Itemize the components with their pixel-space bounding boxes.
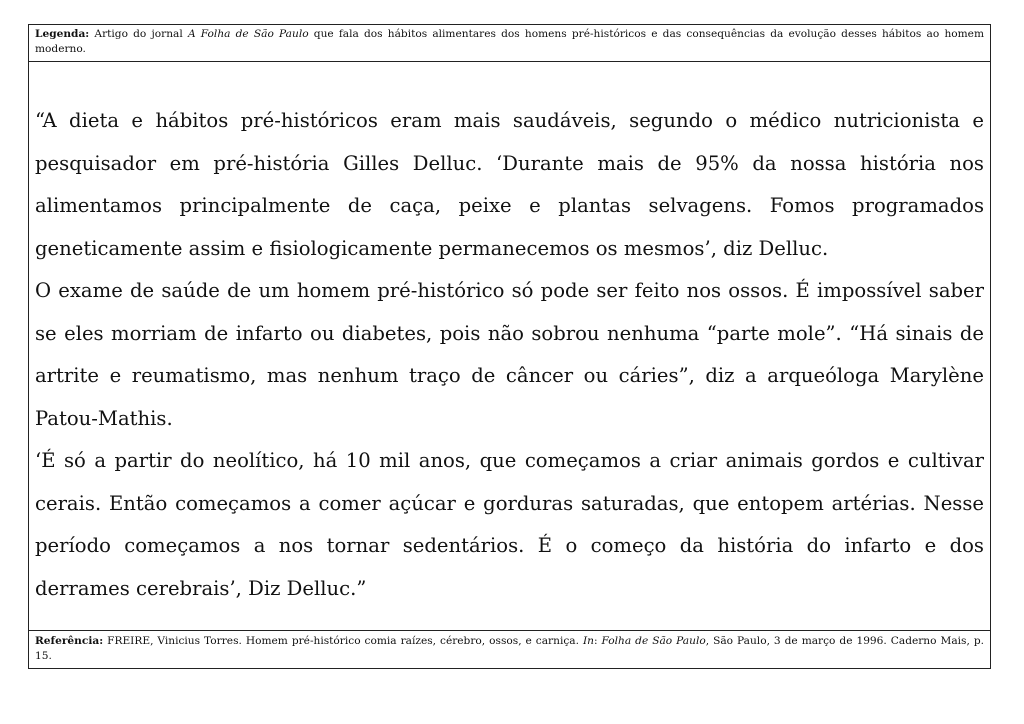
reference-in-label: In — [582, 635, 594, 647]
reference-newspaper-name: Folha de São Paulo — [601, 635, 706, 647]
article-paragraph-1: “A dieta e hábitos pré-históricos eram mais saudáveis, segundo o médico nutricionista e pesquisador em pré-história Gilles Delluc. ‘Durante mais de 95% da nossa história nos alimentamos principalmente de caça, peixe e plantas selvagens. Fomos programados geneticamente assim e fisiologicamente permanecemos os mesmos’, diz Delluc. — [35, 109, 984, 260]
article-body — [29, 62, 990, 630]
reference-colon: : — [593, 635, 602, 647]
reference-text-before: FREIRE, Vinicius Torres. Homem pré-histórico comia raízes, cérebro, ossos, e carniça. — [103, 635, 583, 647]
document-frame — [28, 24, 991, 669]
article-paragraph-3: ‘É só a partir do neolítico, há 10 mil anos, que começamos a criar animais gordos e cultivar cerais. Então começamos a comer açúcar e gorduras saturadas, que entopem artérias. Nesse período começamos a nos tornar sedentários. É o começo da história do infarto e dos derrames cerebrais’, Diz Delluc.” — [35, 449, 984, 600]
legend-label: Legenda: — [35, 28, 90, 40]
legend-text-after: que fala dos hábitos alimentares dos homens pré-históricos e das consequências da evolução desses hábitos ao homem moderno. — [35, 28, 985, 55]
reference-box — [29, 630, 990, 668]
reference-label: Referência: — [35, 635, 104, 647]
legend-text-before: Artigo do jornal — [89, 28, 188, 40]
legend-newspaper-name: A Folha de São Paulo — [187, 28, 309, 40]
legend-box — [29, 25, 990, 62]
reference-text-after: , São Paulo, 3 de março de 1996. Caderno Mais, p. 15. — [35, 635, 984, 662]
article-paragraph-2: O exame de saúde de um homem pré-histórico só pode ser feito nos ossos. É impossível saber se eles morriam de infarto ou diabetes, pois não sobrou nenhuma “parte mole”. “Há sinais de artrite e reumatismo, mas nenhum traço de câncer ou cáries”, diz a arqueóloga Marylène Patou-Mathis. — [35, 279, 984, 430]
